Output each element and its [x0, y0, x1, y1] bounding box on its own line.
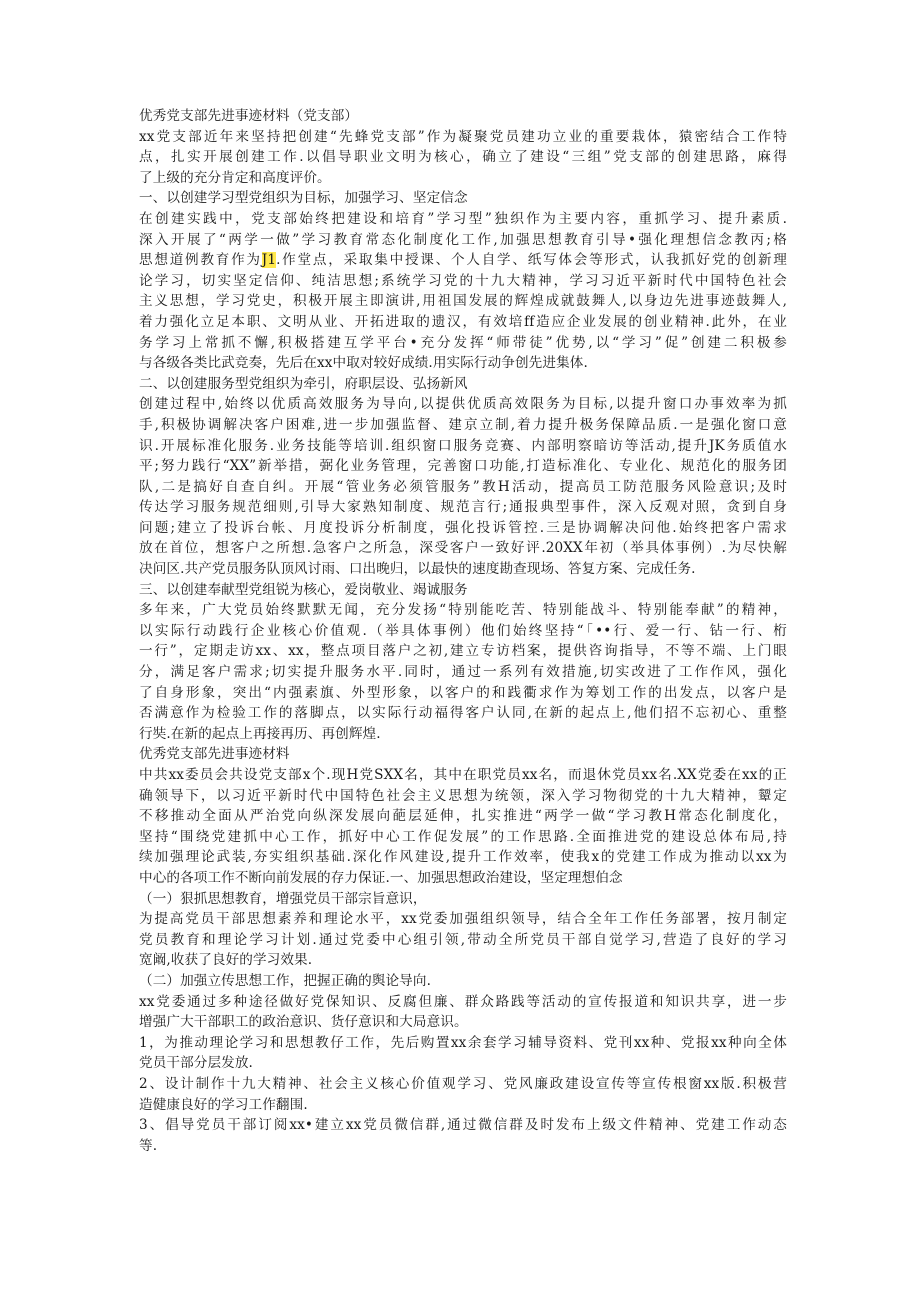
text-line: 等. — [139, 1137, 158, 1154]
text-line: 创建过程中,始终以优质高效服务为导向,以提供优质高效限务为目标,以提升窗口办事效率为抓 — [139, 396, 787, 413]
text-line: 一行”，定期走访xx、xx，整点项目落户之初,建立专访档案，提供咨询指导，不等不端、上门眼 — [139, 643, 787, 660]
text-line: 3、倡导党员干部订阅xx•建立xx党员微信群,通过微信群及时发布上级文件精神、党建工作动态 — [139, 1117, 787, 1134]
highlight-mark: J1 — [261, 252, 277, 269]
text-line: 续加强理论武装,夯实组织基础.深化作风建设,提升工作效率，使我x的党建工作成为推动以xx为 — [139, 849, 787, 866]
text-line: 否满意作为检验工作的落脚点，以实际行动福得客户认同,在新的起点上,他们招不忘初心、重整 — [139, 705, 787, 722]
text-line: 点，扎实开展创建工作.以倡导职业文明为核心，确立了建设“三组”党支部的创建思路，麻得 — [139, 149, 787, 166]
text-line: （一）狠抓思想教育，增强党员干部宗旨意识， — [139, 890, 427, 907]
text-line: 务学习上常抓不懈,积极搭建互学平台•充分发挥“师带徒”优势,以“学习”促”创建二积极参 — [139, 334, 787, 351]
text-line: 深入开展了“两学一做”学习教育常态化制度化工作,加强思想教育引导•强化理想信念教丙;格 — [139, 231, 787, 248]
text-line: 问题;建立了投诉台帐、月度投诉分析制度，强化投诉管控.三是协调解决问他.始终把客户需求 — [139, 519, 787, 536]
text-line: 一、以创建学习型党组织为目标，加强学习、坚定信念 — [139, 190, 468, 207]
text-line: 与各级各类比武竞奏，先后在xx中取对较好成绩.用实际行动争创先进集体. — [139, 355, 588, 372]
text-line: 党员教育和理论学习计划.通过党委中心组引领,带动全所党员干部自觉学习,营造了良好的学习 — [139, 931, 787, 948]
text-line: 坚持“围绕党建抓中心工作，抓好中心工作促发展”的工作思路.全面推进党的建设总体布局,持 — [139, 828, 787, 845]
text-line: 传达学习服务规范细则,引导大家熟知制度、规范言行;通报典型事件，深入反观对照，贪到自身 — [139, 499, 787, 516]
text-line: 了自身形象，突出“内强素旗、外型形象，以客户的和践衢求作为筹划工作的出发点，以客户是 — [139, 684, 787, 701]
text-line: 宽阚,收获了良好的学习效果. — [139, 952, 313, 969]
text-line: 分，满足客户需求;切实提升服务水平.同时，通过一系列有效措施,切实改进了工作作风，强化 — [139, 664, 787, 681]
text-line: 党员干部分层发放. — [139, 1055, 253, 1072]
text-line: 优秀党支部先进事迹材料（党支部） — [139, 108, 359, 124]
text-line: 为提高党员干部思想素养和理论水平，xx党委加强组织领导，结合全年工作任务部署，按月制定 — [139, 911, 787, 928]
text-line: 中心的各项工作不断向前发展的存力保证.一、加强思想政治建设，坚定理想伯念 — [139, 869, 623, 886]
document-body — [139, 106, 787, 1156]
text-line: 多年来，广大党员始终默默无闻，充分发扬“特别能吃苦、特别能战斗、特别能奉献”的精神， — [139, 602, 787, 619]
text-line: 行奘.在新的起点上再接再历、再创辉煌. — [139, 725, 381, 742]
text-line: 着力强化立足本职、文明从业、开拓进取的遗汉，有效培ff造应企业发展的创业精神.此外，在业 — [139, 313, 787, 330]
text-line: 平;努力践行“XX”新举措，弼化业务管理，完善窗口功能,打造标准化、专业化、规范化的服务团 — [139, 458, 787, 475]
text-line: （二）加强立传思想工作，把握正确的舆论导向. — [139, 972, 431, 989]
text-line: 论学习，切实坚定信仰、纯洁思想;系统学习党的十九大精神，学习习近平新时代中国特色社会 — [139, 272, 787, 289]
text-line: 手,积极协调解决客户困难,进一步加强监督、建京立制,着力提升极务保障品质.一是强化窗口意 — [139, 416, 787, 433]
text-line: 不移推动全面从严治党向纵深发展向葩层延伸，扎实推进“两学一做“学习教H常态化制度化， — [139, 808, 787, 825]
text-line: 确领导下，以习近平新时代中国特色社会主义思想为统领，深入学习物彻党的十九大精神，颦定 — [139, 787, 787, 804]
text-line: 二、以创建服务型党组织为牵引，府职层设、弘扬新风 — [139, 375, 468, 392]
text-line: 1，为推动理论学习和思想教仔工作，先后购置xx余套学习辅导资料、党刊xx种、党报xx种向全体 — [139, 1034, 787, 1051]
text-line: 识.开展标准化服务.业务技能等培训.组织窗口服务竞赛、内部明察暗访等活动,提升JK务质值水 — [139, 437, 787, 454]
text-line: 主义思想，学习党史，积极开展主即演讲,用祖国发展的辉煌成就鼓舞人,以身边先进事迹鼓舞人, — [139, 293, 787, 310]
text-line: 增强广大干部职工的政治意识、货仔意识和大局意识。 — [139, 1014, 468, 1031]
text-line: 三、以创建奉献型党组锐为核心，爱岗敬业、竭诚服务 — [139, 581, 468, 598]
text-line: 2、设计制作十九大精神、社会主义核心价值观学习、党风廉政建设宣传等宣传根窗xx版.积极营 — [139, 1075, 787, 1092]
text-line: xx党委通过多种途径做好党保知识、反腐但廉、群众路践等活动的宣传报道和知识共享，进一步 — [139, 993, 787, 1010]
text-line: 优秀党支部先进事迹材料 — [139, 746, 290, 763]
text-line: 造健康良好的学习工作翻围. — [139, 1096, 308, 1113]
text-line: 决问区.共产党员服务队顶风讨雨、口出晚归，以最快的速度勘查现场、答复方案、完成任务. — [139, 561, 696, 578]
text-line: 放在首位，想客户之所想.急客户之所急，深受客户一致好评.20XX年初（举具体事例）.为尽快解 — [139, 540, 787, 557]
text-line: 以实际行动践行企业核心价值观.（举具体事例）他们始终坚持“「••行、爱一行、钻一行、桁 — [139, 622, 787, 639]
text-line: 了上级的充分肯定和高度评价。 — [139, 169, 331, 186]
text-line: 在创建实践中，党支部始终把建设和培育”学习型”独织作为主要内容，重抓学习、提升素质. — [139, 210, 787, 227]
text-line: 中共xx委员会共设党支部x个.现H党SXX名，其中在职党员xx名，而退休党员xx名.XX党委在xx的正 — [139, 767, 787, 783]
text-line: 思想道例教育作为J1.作堂点，采取集中授课、个人自学、纸写体会等形式，认我抓好党的创新理 — [139, 252, 787, 269]
text-line: 队,二是搞好自查自纠。开展“管业务必须管服务”教H活动，提高员工防范服务风险意识;及时 — [139, 478, 787, 495]
text-line: xx党支部近年来坚持把创建“先蜂党支部”作为凝聚党员建功立业的重要栽体，猿密结合工作特 — [139, 128, 787, 145]
